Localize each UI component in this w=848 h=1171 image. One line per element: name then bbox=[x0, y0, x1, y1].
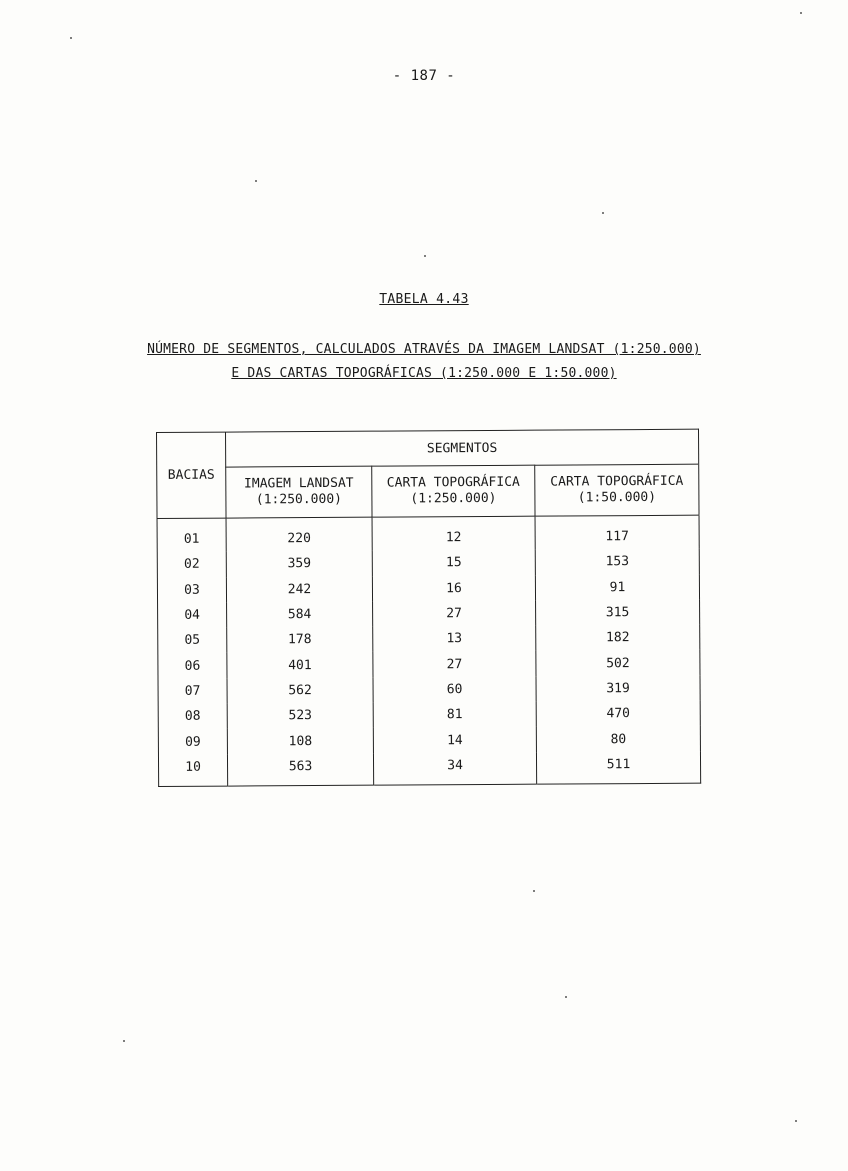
header-carta-250-line-1: CARTA TOPOGRÁFICA bbox=[386, 474, 520, 491]
table-row bbox=[158, 625, 700, 654]
table-row bbox=[158, 675, 700, 704]
cell-landsat: 584 bbox=[227, 602, 373, 628]
table-row bbox=[157, 574, 699, 603]
cell-landsat: 220 bbox=[226, 517, 372, 552]
scan-speck bbox=[533, 890, 535, 892]
cell-landsat: 178 bbox=[227, 627, 373, 653]
cell-carta-50: 80 bbox=[610, 731, 627, 747]
cell-carta-50: 502 bbox=[606, 655, 630, 671]
scan-speck bbox=[602, 212, 604, 214]
cell-bacia: 10 bbox=[158, 754, 227, 786]
cell-landsat: 242 bbox=[226, 576, 372, 602]
cell-carta-50: 91 bbox=[609, 579, 626, 595]
scan-speck bbox=[255, 180, 257, 182]
scan-speck bbox=[424, 255, 426, 257]
cell-landsat: 108 bbox=[227, 728, 373, 754]
scan-speck bbox=[123, 1040, 125, 1042]
cell-landsat: 562 bbox=[227, 677, 373, 703]
cell-carta-50: 511 bbox=[606, 756, 631, 773]
cell-carta-250: 27 bbox=[373, 651, 536, 677]
table-row bbox=[157, 549, 699, 578]
table-row bbox=[157, 515, 699, 552]
cell-carta-50: 470 bbox=[606, 706, 631, 722]
scan-speck bbox=[565, 996, 567, 998]
header-segmentos: SEGMENTOS bbox=[226, 429, 699, 467]
header-carta-50-line-2: (1:50.000) bbox=[577, 489, 657, 506]
table-row bbox=[158, 600, 700, 629]
cell-carta-50: 153 bbox=[605, 554, 630, 570]
cell-bacia: 07 bbox=[158, 678, 227, 704]
cell-carta-250: 60 bbox=[373, 676, 536, 702]
cell-carta-50: 319 bbox=[606, 681, 630, 697]
page-number: - 187 - bbox=[392, 68, 456, 84]
cell-carta-250: 34 bbox=[373, 752, 536, 785]
segments-table bbox=[156, 429, 701, 787]
scan-speck bbox=[800, 12, 802, 14]
cell-bacia: 04 bbox=[158, 602, 227, 628]
table-row bbox=[158, 701, 700, 730]
header-imagem-landsat-line-1: IMAGEM LANDSAT bbox=[243, 475, 354, 492]
cell-carta-250: 16 bbox=[372, 575, 535, 601]
table-title: TABELA 4.43 bbox=[379, 292, 469, 307]
header-carta-250-line-2: (1:250.000) bbox=[410, 490, 497, 507]
cell-bacia: 06 bbox=[158, 653, 227, 679]
cell-bacia: 03 bbox=[157, 577, 226, 603]
cell-bacia: 08 bbox=[158, 704, 227, 730]
table-caption-line-2: E DAS CARTAS TOPOGRÁFICAS (1:250.000 E 1:50.000) bbox=[231, 366, 617, 381]
cell-carta-50: 117 bbox=[605, 529, 629, 545]
cell-landsat: 523 bbox=[227, 703, 373, 729]
header-carta-250 bbox=[372, 465, 535, 517]
scan-speck bbox=[70, 37, 72, 39]
cell-bacia: 02 bbox=[157, 552, 226, 578]
cell-carta-250: 15 bbox=[372, 550, 535, 576]
cell-carta-250: 13 bbox=[373, 626, 536, 652]
cell-landsat: 563 bbox=[227, 753, 373, 786]
cell-carta-50: 182 bbox=[605, 630, 630, 646]
table-row bbox=[158, 751, 700, 786]
cell-bacia: 01 bbox=[157, 518, 226, 552]
cell-bacia: 09 bbox=[158, 729, 227, 755]
cell-carta-50: 315 bbox=[605, 605, 630, 621]
table-row bbox=[158, 726, 700, 755]
header-bacias: BACIAS bbox=[157, 432, 227, 518]
header-carta-50 bbox=[535, 464, 699, 516]
cell-carta-250: 27 bbox=[373, 601, 536, 627]
cell-carta-250: 81 bbox=[373, 702, 536, 728]
cell-landsat: 359 bbox=[226, 551, 372, 577]
cell-bacia: 05 bbox=[158, 628, 227, 654]
header-imagem-landsat bbox=[226, 466, 372, 518]
cell-landsat: 401 bbox=[227, 652, 373, 678]
cell-carta-250: 12 bbox=[372, 516, 535, 551]
cell-carta-250: 14 bbox=[373, 727, 536, 753]
header-imagem-landsat-line-2: (1:250.000) bbox=[255, 491, 343, 508]
scan-speck bbox=[795, 1120, 797, 1122]
table-row bbox=[158, 650, 700, 679]
header-carta-50-line-1: CARTA TOPOGRÁFICA bbox=[550, 473, 684, 490]
table-caption-line-1: NÚMERO DE SEGMENTOS, CALCULADOS ATRAVÉS DA IMAGEM LANDSAT (1:250.000) bbox=[147, 342, 701, 357]
